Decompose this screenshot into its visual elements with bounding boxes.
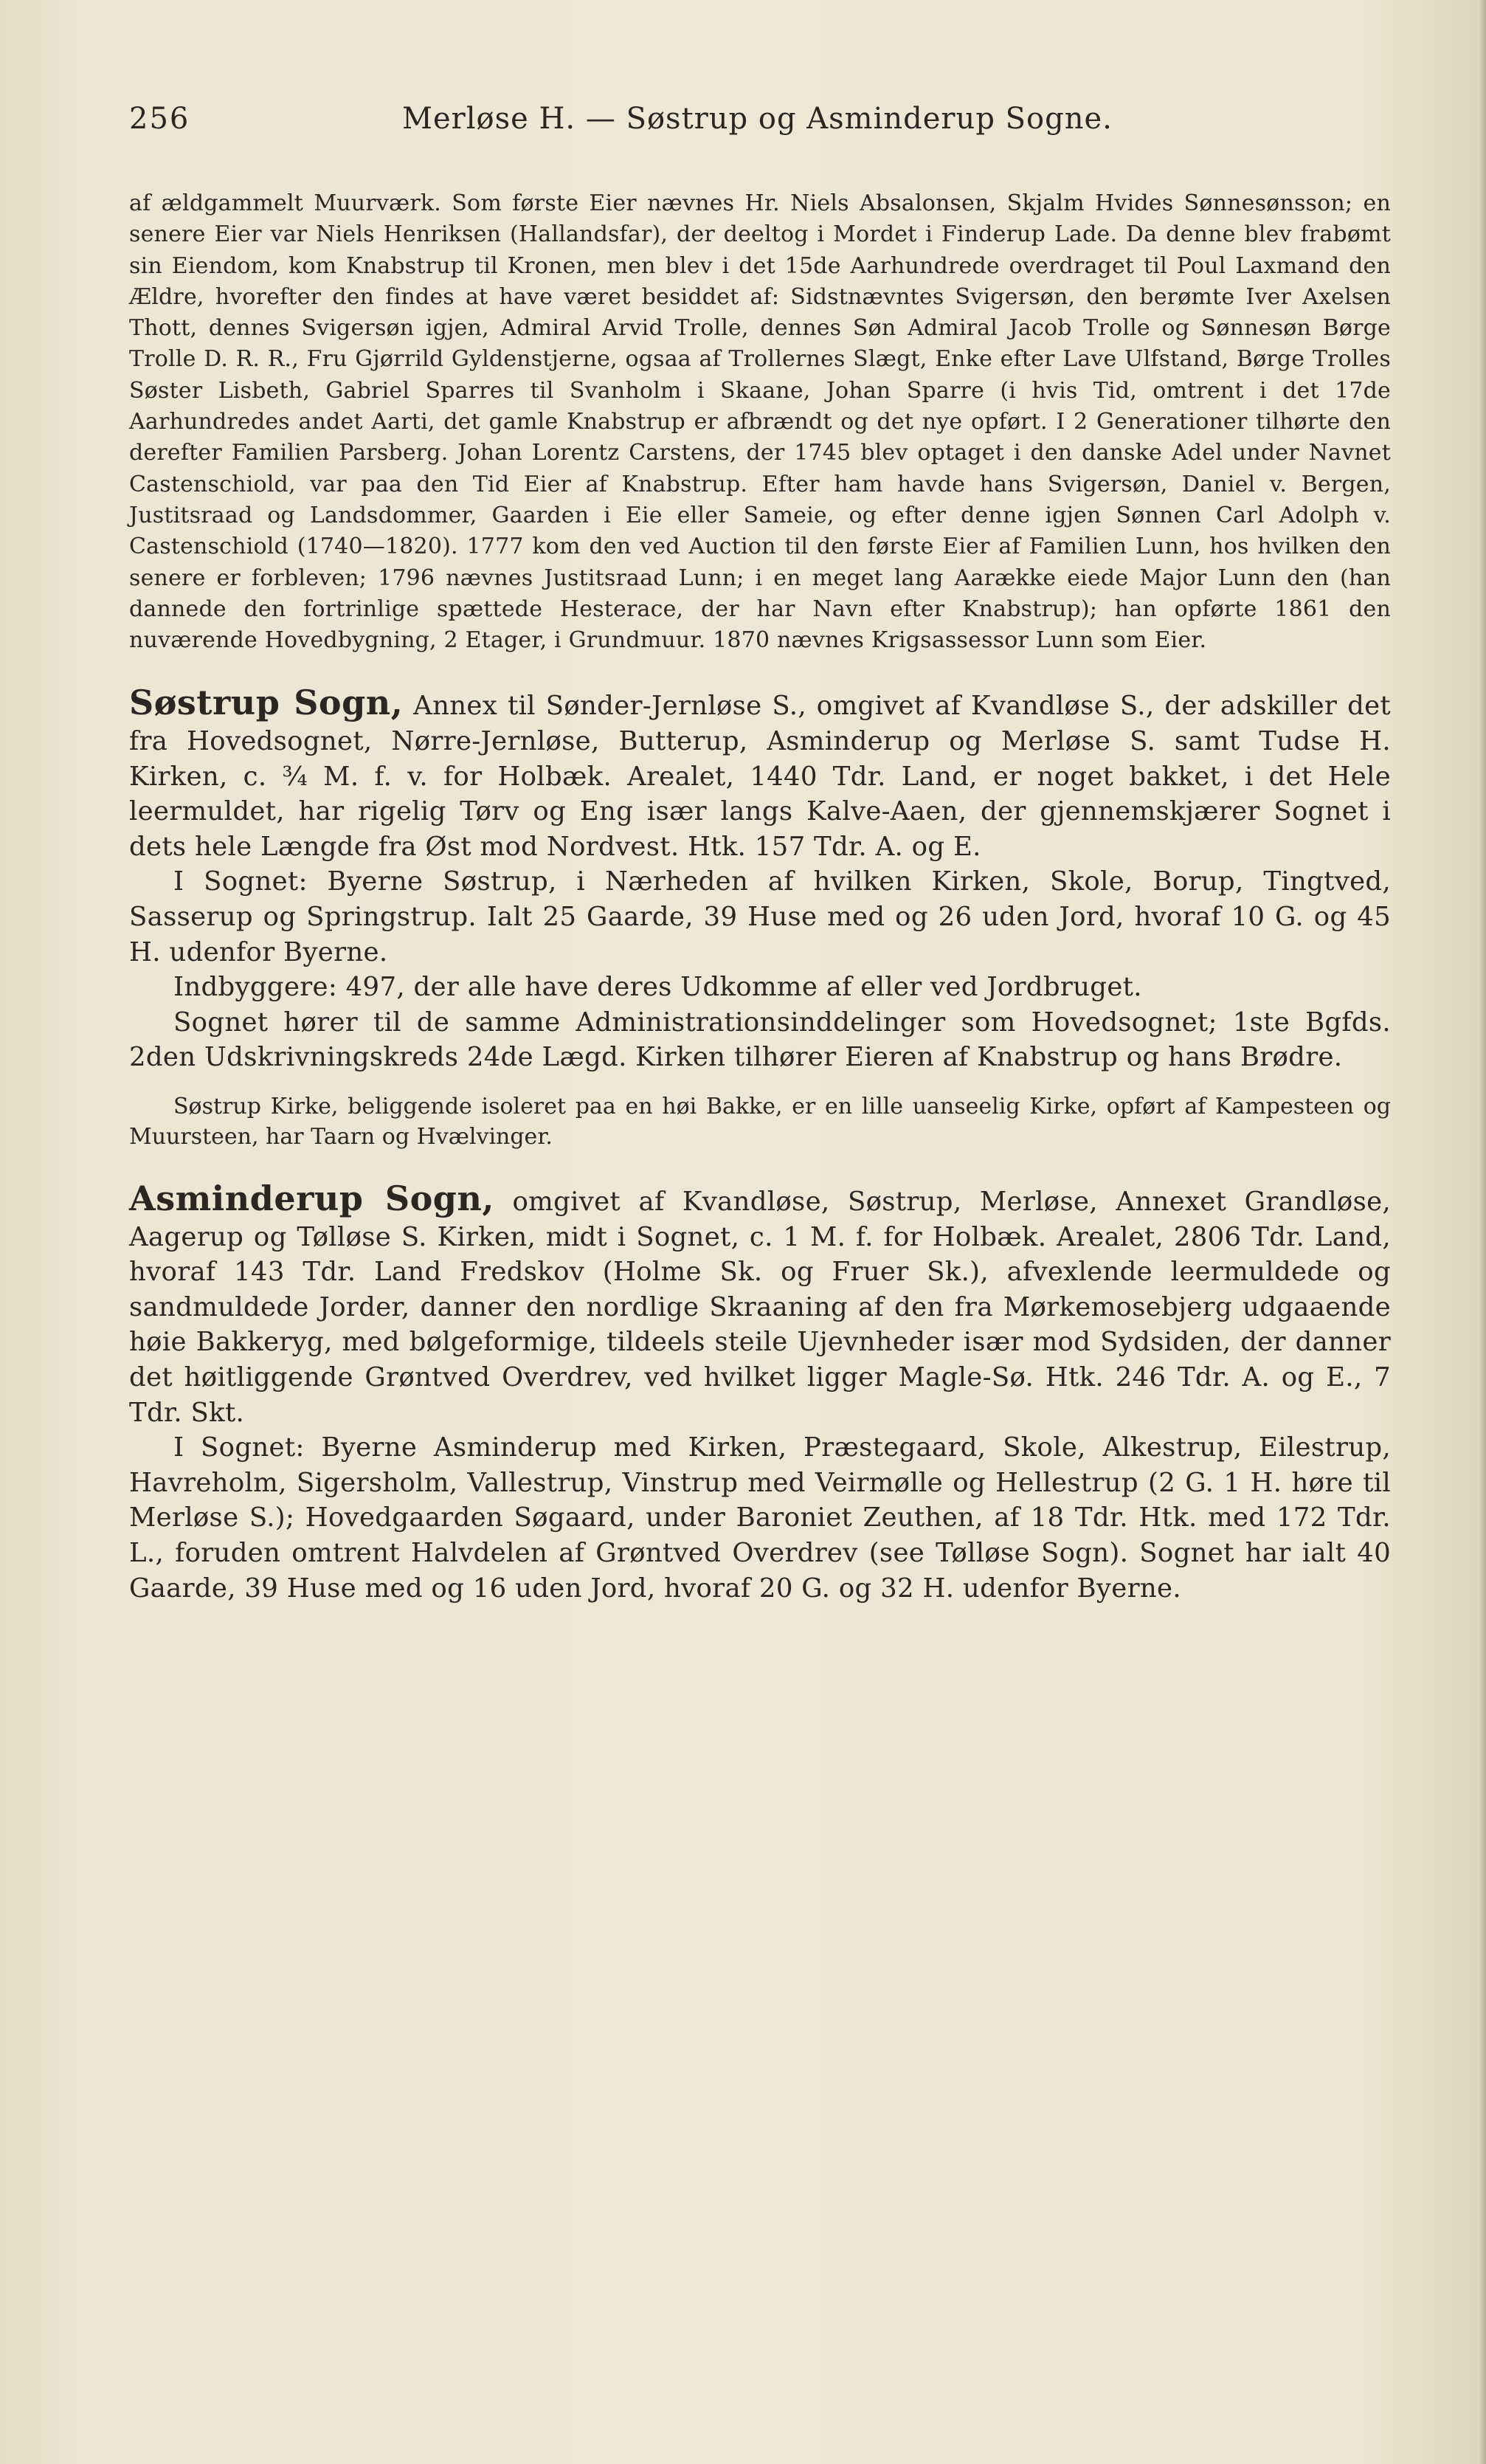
sostrup-intro-paragraph [129,683,1391,864]
sostrup-villages-paragraph: I Sognet: Byerne Søstrup, i Nærheden af hvilken Kirken, Skole, Borup, Tingtved, Sasserup og Springstrup. Ialt 25 Gaarde, 39 Huse med og 26 uden Jord, hvoraf 10 G. og 45 H. udenfor Byerne. [129,866,1391,967]
asminderup-intro-paragraph [129,1178,1391,1430]
knabstrup-history-paragraph: af ældgammelt Muurværk. Som første Eier nævnes Hr. Niels Absalonsen, Skjalm Hvides Sønnesønsson; en senere Eier var Niels Henriksen (Hallandsfar), der deeltog i Mordet i Finderup Lade. Da denne blev frabømt sin Eiendom, kom Knabstrup til Kronen, men blev i det 15de Aarhundrede overdraget til Poul Laxmand den Ældre, hvorefter den findes at have været besiddet af: Sidstnævntes Svigersøn, den berømte Iver Axelsen Thott, dennes Svigersøn igjen, Admiral Arvid Trolle, dennes Søn Admiral Jacob Trolle og Sønnesøn Børge Trolle D. R. R., Fru Gjørrild Gyldenstjerne, ogsaa af Trollernes Slægt, Enke efter Lave Ulfstand, Børge Trolles Søster Lisbeth, Gabriel Sparres til Svanholm i Skaane, Johan Sparre (i hvis Tid, omtrent i det 17de Aarhundredes andet Aarti, det gamle Knabstrup er afbrændt og det nye opført. I 2 Generationer tilhørte den derefter Familien Parsberg. Johan Lorentz Carstens, der 1745 blev optaget i den danske Adel under Navnet Castenschiold, var paa den Tid Eier af Knabstrup. Efter ham havde hans Svigersøn, Daniel v. Bergen, Justitsraad og Landsdommer, Gaarden i Eie eller Sameie, og efter denne igjen Sønnen Carl Adolph v. Castenschiold (1740—1820). 1777 kom den ved Auction til den første Eier af Familien Lunn, hos hvilken den senere er forbleven; 1796 nævnes Justitsraad Lunn; i en meget lang Aarække eiede Major Lunn den (han dannede den fortrinlige spættede Hesterace, der har Navn efter Knabstrup); han opførte 1861 den nuværende Hovedbygning, 2 Etager, i Grundmuur. 1870 nævnes Krigsassessor Lunn som Eier. [129,190,1391,654]
sostrup-inhabitants-paragraph: Indbyggere: 497, der alle have deres Udkomme af eller ved Jordbruget. [173,972,1142,1003]
sostrup-intro-text: Annex til Sønder-Jernløse S., omgivet af Kvandløse S., der adskiller det fra Hovedsognet, Nørre-Jernløse, Butterup, Asminderup og Merløse S. samt Tudse H. Kirken, c. ¾ M. f. v. for Holbæk. Arealet, 1440 Tdr. Land, er noget bakket, i det Hele leermuldet, har rigelig Tørv og Eng især langs Kalve-Aaen, der gjennemskjærer Sognet i dets hele Længde fra Øst mod Nordvest. Htk. 157 Tdr. A. og E. [129,691,1391,862]
sostrup-administration-paragraph: Sognet hører til de samme Administrationsinddelinger som Hovedsognet; 1ste Bgfds. 2den Udskrivningskreds 24de Lægd. Kirken tilhører Eieren af Knabstrup og hans Brødre. [129,1007,1391,1073]
asminderup-section [129,1178,1391,1606]
page-header [129,102,1391,146]
body-text [129,188,1391,1606]
running-title: Merløse H. — Søstrup og Asminderup Sogne. [402,102,1113,136]
sostrup-heading: Søstrup Sogn, [129,683,404,723]
sostrup-section [129,683,1391,1152]
page-number: 256 [129,102,190,136]
asminderup-villages-paragraph: I Sognet: Byerne Asminderup med Kirken, Præstegaard, Skole, Alkestrup, Eilestrup, Havreholm, Sigersholm, Vallestrup, Vinstrup med Veirmølle og Hellestrup (2 G. 1 H. høre til Merløse S.); Hovedgaarden Søgaard, under Baroniet Zeuthen, af 18 Tdr. Htk. med 172 Tdr. L., foruden omtrent Halvdelen af Grøntved Overdrev (see Tølløse Sogn). Sognet har ialt 40 Gaarde, 39 Huse med og 16 uden Jord, hvoraf 20 G. og 32 H. udenfor Byerne. [129,1432,1391,1604]
sostrup-church-note: Søstrup Kirke, beliggende isoleret paa en høi Bakke, er en lille uanseelig Kirke, opført af Kampesteen og Muursteen, har Taarn og Hvælvinger. [129,1093,1391,1150]
asminderup-intro-text: omgivet af Kvandløse, Søstrup, Merløse, Annexet Grandløse, Aagerup og Tølløse S. Kirken, midt i Sognet, c. 1 M. f. for Holbæk. Arealet, 2806 Tdr. Land, hvoraf 143 Tdr. Land Fredskov (Holme Sk. og Fruer Sk.), afvexlende leermuldede og sandmuldede Jorder, danner den nordlige Skraaning af den fra Mørkemosebjerg udgaaende høie Bakkeryg, med bølgeformige, tildeels steile Ujevnheder især mod Sydsiden, der danner det høitliggende Grøntved Overdrev, ved hvilket ligger Magle-Sø. Htk. 246 Tdr. A. og E., 7 Tdr. Skt. [129,1186,1391,1428]
asminderup-heading: Asminderup Sogn, [129,1178,494,1218]
page-edge-shadow [1479,0,1486,2464]
